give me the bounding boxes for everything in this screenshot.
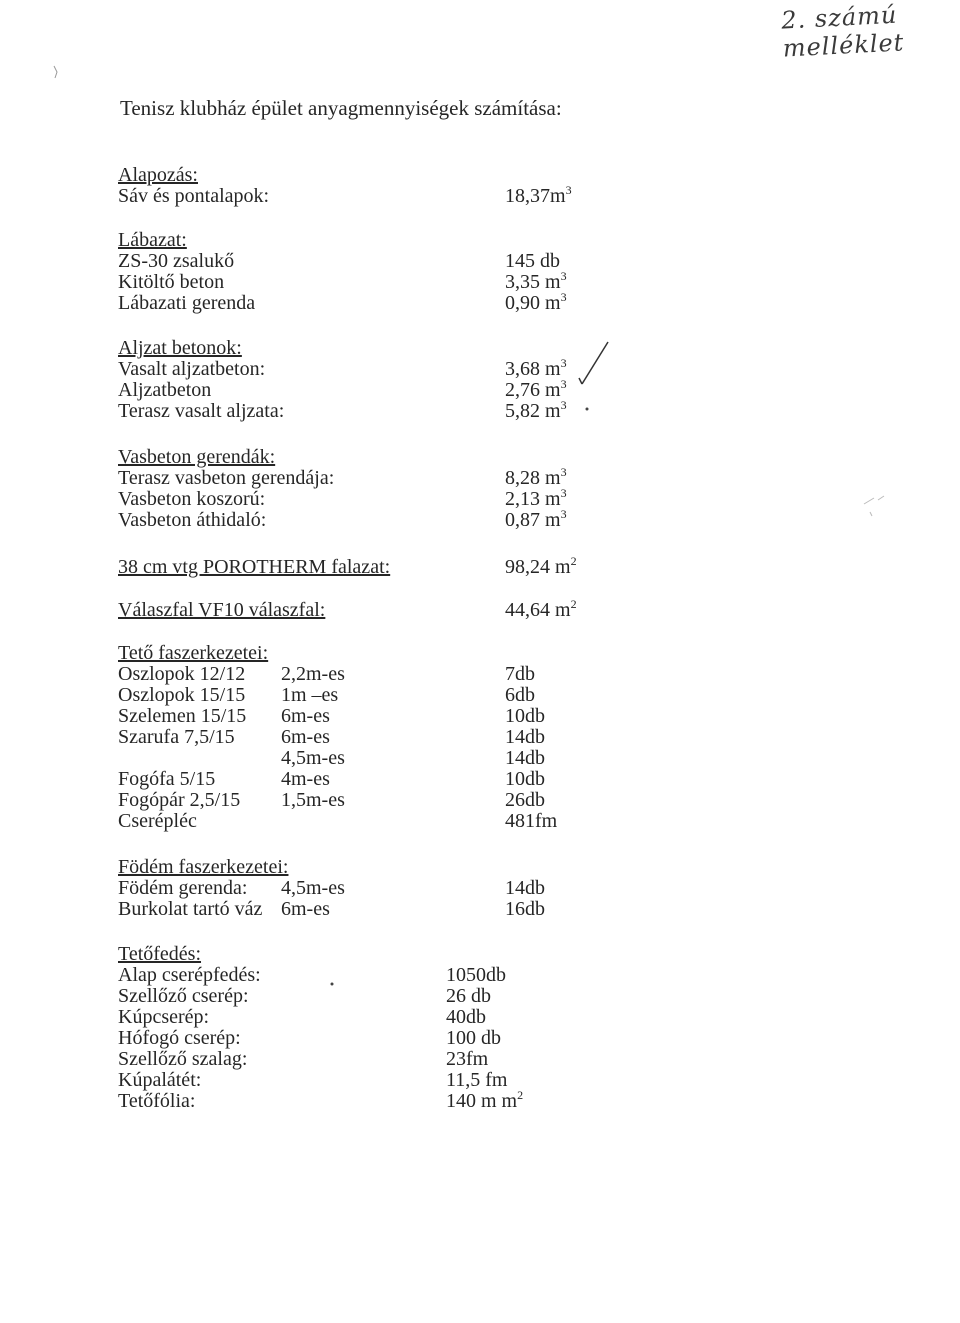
item-name: Aljzatbeton [118,379,212,401]
item-value: 98,24 $m^2$ [505,554,577,578]
item-name: Hófogó cserép: [118,1027,241,1049]
item-value: 10db [505,768,545,790]
section-heading: Alapozás: [118,164,198,186]
item-length: 6m-es [281,898,330,920]
item-name: Vasbeton koszorú: [118,488,266,510]
item-value: 2,76 $m^3$ [505,377,567,401]
list-item [118,377,567,401]
item-name: Szellőző cserép: [118,985,249,1007]
item-length: 1,5m-es [281,789,345,811]
item-length: 6m-es [281,705,330,727]
document-title: Tenisz klubház épület anyagmennyiségek számítása: [120,96,562,120]
list-item [118,183,572,207]
item-name: Alap cserépfedés: [118,964,261,986]
list-item [118,356,567,380]
table-row [118,810,558,832]
section-valaszfal [118,597,577,621]
item-name: ZS-30 zsalukő [118,250,235,272]
item-value: 40db [446,1006,486,1028]
item-length: 6m-es [281,726,330,748]
item-length: 4,5m-es [281,877,345,899]
list-item [118,964,506,986]
section-tetofedes [118,943,524,1112]
item-name: Oszlopok 15/15 [118,684,246,706]
item-value: 14db [505,747,545,769]
table-row [118,789,545,811]
list-item [118,465,567,489]
section-labazat [118,229,567,314]
item-value: 14db [505,877,545,899]
table-row [118,898,545,920]
item-name: Tetőfólia: [118,1090,196,1112]
list-item [118,1069,508,1091]
item-name: Vasbeton áthidaló: [118,509,267,531]
list-item [118,1048,489,1070]
item-name: Vasalt aljzatbeton: [118,358,266,380]
list-item [118,269,567,293]
item-name: Sáv és pontalapok: [118,185,270,207]
item-value: 2,13 $m^3$ [505,486,567,510]
section-heading: Válaszfal VF10 válaszfal: [118,599,326,621]
item-value: 1050db [446,964,506,986]
item-value: 26db [505,789,545,811]
item-name: Cserépléc [118,810,197,832]
item-value: 10db [505,705,545,727]
item-name: Kitöltő beton [118,271,225,293]
item-name: Kúpcserép: [118,1006,210,1028]
section-gerendak [118,446,567,531]
table-row [118,684,535,706]
section-alapozas [118,164,572,207]
item-name: Fogófa 5/15 [118,768,216,790]
table-row [118,726,545,748]
table-row [118,663,535,685]
section-heading: Aljzat betonok: [118,337,242,359]
item-value: 14db [505,726,545,748]
item-value: 145 db [505,250,560,272]
section-teto [118,642,558,832]
item-value: 3,35 $m^3$ [505,269,567,293]
scan-speck-icon [860,490,890,520]
section-heading: Lábazat: [118,229,187,251]
item-value: 23fm [446,1048,489,1070]
item-name: Kúpalátét: [118,1069,202,1091]
item-name: Födém gerenda: [118,877,248,899]
item-length: 4m-es [281,768,330,790]
item-name: Lábazati gerenda [118,292,256,314]
section-aljzat [118,337,567,422]
list-item [118,486,567,510]
item-name: Szelemen 15/15 [118,705,247,727]
item-value: 26 db [446,985,491,1007]
item-name: Szarufa 7,5/15 [118,726,235,748]
item-name: Oszlopok 12/12 [118,663,246,685]
list-item [118,507,567,531]
table-row [118,768,545,790]
table-row [118,705,545,727]
item-value: 44,64 $m^2$ [505,597,577,621]
item-name: Terasz vasalt aljzata: [118,400,285,422]
item-value: $18,37m^3$ [505,183,572,207]
item-value: 0,90 $m^3$ [505,290,567,314]
section-heading: Tetőfedés: [118,943,202,965]
item-value: 100 db [446,1027,501,1049]
section-heading: 38 cm vtg POROTHERM falazat: [118,556,391,578]
item-length: 2,2m-es [281,663,345,685]
pen-checkmark-icon [560,340,610,390]
section-heading: Vasbeton gerendák: [118,446,276,468]
table-row [118,877,545,899]
item-value: 7db [505,663,535,685]
list-item [118,250,560,272]
list-item [118,985,491,1007]
item-value: 5,82 $m^3$ [505,398,567,422]
item-value: 6db [505,684,535,706]
item-length: 1m –es [281,684,339,706]
section-fodem [118,856,545,920]
item-name: Burkolat tartó váz [118,898,263,920]
ink-dot-icon [328,980,336,988]
item-value: 140 m $m^2$ [446,1088,524,1112]
item-value: 481fm [505,810,558,832]
item-value: 16db [505,898,545,920]
item-name: Szellőző szalag: [118,1048,248,1070]
item-name: Terasz vasbeton gerendája: [118,467,335,489]
list-item [118,1006,486,1028]
list-item [118,1027,501,1049]
section-heading: Tető faszerkezetei: [118,642,269,664]
table-row [118,747,545,769]
handwritten-annex-note: 2. számú melléklet [780,0,906,63]
scan-speck-icon [50,64,64,82]
list-item [118,398,567,422]
list-item [118,290,567,314]
item-value: 3,68 $m^3$ [505,356,567,380]
item-length: 4,5m-es [281,747,345,769]
section-heading: Födém faszerkezetei: [118,856,289,878]
item-value: 8,28 $m^3$ [505,465,567,489]
ink-dot-icon [583,405,591,413]
list-item [118,1088,524,1112]
item-value: 11,5 fm [446,1069,508,1091]
item-value: 0,87 $m^3$ [505,507,567,531]
section-porotherm [118,554,577,578]
item-name: Fogópár 2,5/15 [118,789,241,811]
